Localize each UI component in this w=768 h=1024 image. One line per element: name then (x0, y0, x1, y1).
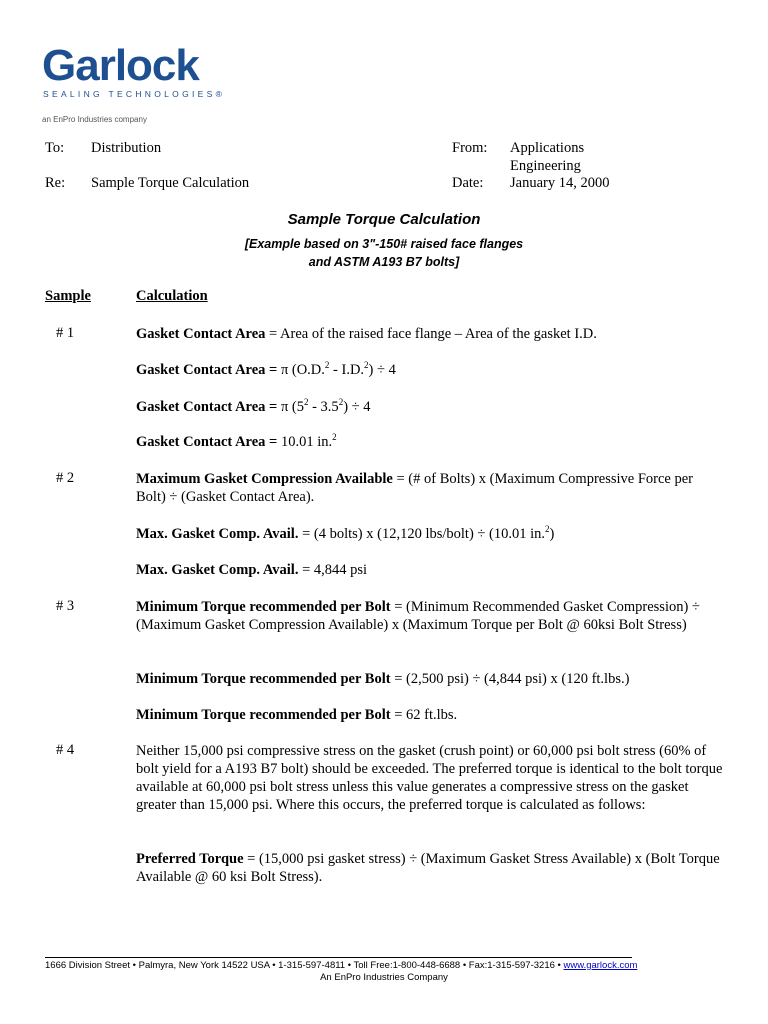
footer-company: An EnPro Industries Company (320, 972, 448, 983)
calculation-text: = 62 ft.lbs. (390, 707, 458, 723)
to-label: To: (45, 140, 65, 156)
from-value-line1: Applications (510, 140, 585, 156)
calculation-line (136, 670, 726, 688)
calculation-label: Minimum Torque recommended per Bolt (136, 671, 391, 687)
calculation-text: = (# of Bolts) x (Maximum Compressive Force per Bolt) ÷ (Gasket Contact Area). (136, 471, 694, 505)
document-title: Sample Torque Calculation (287, 211, 481, 228)
footer-address-text: 1666 Division Street • Palmyra, New York 14522 USA • 1-315-597-4811 • Toll Free:1-800-448-6688 • Fax:1-315-597-3216 • (45, 960, 564, 971)
calculation-line (136, 561, 726, 579)
calculation-text: π (O.D.$^2$ - I.D.$^2$) ÷ 4 (277, 360, 396, 378)
footer-divider (45, 957, 632, 958)
garlock-logo: Garlock (42, 41, 199, 90)
logo-tagline: SEALING TECHNOLOGIES® (43, 89, 226, 99)
calculation-text: 10.01 in.$^2$ (277, 432, 337, 450)
column-heading-sample: Sample (45, 288, 91, 304)
re-label: Re: (45, 175, 66, 191)
date-value: January 14, 2000 (510, 175, 610, 191)
column-heading-calculation: Calculation (136, 288, 208, 304)
calculation-label: Gasket Contact Area = (136, 399, 278, 415)
calculation-line (136, 525, 726, 543)
sample-number: # 1 (56, 325, 75, 341)
calculation-label: Preferred Torque (136, 851, 244, 867)
from-value-line2: Engineering (510, 158, 581, 174)
to-value: Distribution (91, 140, 162, 156)
sample-number: # 3 (56, 598, 75, 614)
calculation-label: Max. Gasket Comp. Avail. (136, 562, 299, 578)
re-value: Sample Torque Calculation (91, 175, 250, 191)
calculation-line (136, 598, 726, 634)
calculation-line (136, 398, 726, 416)
calculation-line (136, 850, 726, 886)
calculation-label: Gasket Contact Area (136, 326, 266, 342)
calculation-label: Max. Gasket Comp. Avail. (136, 526, 299, 542)
calculation-text: = (2,500 psi) ÷ (4,844 psi) x (120 ft.lbs.) (390, 671, 630, 687)
website-link[interactable]: www.garlock.com (563, 960, 638, 971)
calculation-paragraph (136, 742, 726, 814)
footer-address (45, 960, 637, 971)
document-subtitle (0, 235, 768, 271)
sample-number: # 2 (56, 470, 75, 486)
calculation-label: Minimum Torque recommended per Bolt (136, 707, 391, 723)
calculation-label: Gasket Contact Area = (136, 434, 278, 450)
subtitle-line1: [Example based on 3"-150# raised face flanges (244, 237, 524, 251)
date-label: Date: (452, 175, 484, 191)
calculation-text: = (4 bolts) x (12,120 lbs/bolt) ÷ (10.01 in.$^2$) (298, 524, 555, 542)
calculation-text: Neither 15,000 psi compressive stress on the gasket (crush point) or 60,000 psi bolt stress (60% of bolt yield for a A193 B7 bolt) should be exceeded. The preferred torque is identical to the bolt torque available at 60,000 psi bolt stress unless this value generates a compressive stress on the gasket greater than 15,000 psi. Where this occurs, the preferred torque is calculated as follows: (136, 743, 723, 813)
calculation-label: Minimum Torque recommended per Bolt (136, 599, 391, 615)
calculation-line (136, 433, 726, 451)
subtitle-line2: and ASTM A193 B7 bolts] (308, 255, 460, 269)
calculation-label: Gasket Contact Area = (136, 362, 278, 378)
calculation-line (136, 325, 726, 343)
logo-parent-company: an EnPro Industries company (42, 115, 147, 124)
calculation-text: π $(5^2 - 3.5^2) \div 4$ (277, 397, 371, 415)
from-label: From: (452, 140, 488, 156)
calculation-text: = (15,000 psi gasket stress) ÷ (Maximum Gasket Stress Available) x (Bolt Torque Available @ 60 ksi Bolt Stress). (136, 851, 720, 885)
calculation-line (136, 706, 726, 724)
calculation-text: = (Minimum Recommended Gasket Compression) ÷ (Maximum Gasket Compression Available) x (Maximum Torque per Bolt @ 60ksi Bolt Stress) (136, 599, 700, 633)
calculation-text: = 4,844 psi (298, 562, 368, 578)
calculation-line (136, 361, 726, 379)
calculation-line (136, 470, 726, 506)
sample-number: # 4 (56, 742, 75, 758)
calculation-text: = Area of the raised face flange – Area of the gasket I.D. (265, 326, 597, 342)
calculation-label: Maximum Gasket Compression Available (136, 471, 393, 487)
